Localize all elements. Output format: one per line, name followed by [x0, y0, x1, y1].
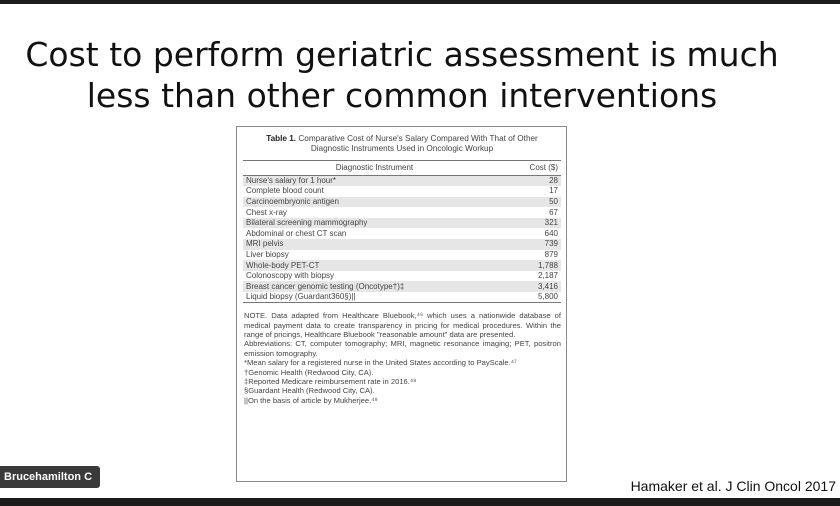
- table-row: [243, 186, 561, 197]
- cost-cell: 17: [549, 186, 558, 196]
- table-header-row: [243, 161, 561, 176]
- table-row: [243, 239, 561, 250]
- bottom-border: [0, 498, 840, 506]
- table-caption-label: Table 1.: [266, 134, 297, 143]
- instrument-cell: Chest x-ray: [246, 207, 287, 217]
- table-caption-text: Comparative Cost of Nurse's Salary Compared With That of Other Diagnostic Instruments Used in Oncologic Workup: [298, 134, 538, 153]
- slide-title: [0, 34, 804, 116]
- cost-cell: 67: [549, 207, 558, 217]
- cost-cell: 1,788: [506, 260, 561, 271]
- instrument-cell: Liver biopsy: [246, 249, 289, 259]
- table-row: [243, 271, 561, 282]
- top-border: [0, 0, 840, 4]
- instrument-cell: Carcinoembryonic antigen: [243, 197, 506, 208]
- instrument-cell: Complete blood count: [246, 186, 324, 196]
- cost-cell: 50: [506, 197, 561, 208]
- footnote-note: NOTE. Data adapted from Healthcare Bluebook,⁴⁶ which uses a nationwide database of medical payment data to create transparency in pricing for medical procedures. Within the range of pricings, Healthcare Bluebook "reasonable amount" data are presented.: [244, 311, 561, 339]
- instrument-cell: Colonoscopy with biopsy: [246, 271, 335, 281]
- instrument-cell: Abdominal or chest CT scan: [246, 228, 347, 238]
- cost-table-figure: [236, 126, 567, 482]
- cost-cell: 3,416: [506, 281, 561, 292]
- instrument-cell: Whole-body PET-CT: [243, 260, 506, 271]
- footnote-genomic-health: †Genomic Health (Redwood City, CA).: [244, 367, 374, 377]
- instrument-cell: Liquid biopsy (Guardant360§)||: [243, 292, 506, 303]
- table-row: [243, 176, 561, 187]
- cost-table: [243, 160, 561, 303]
- table-row: [243, 260, 561, 271]
- cost-cell: 2,187: [537, 271, 558, 281]
- cost-cell: 739: [506, 239, 561, 250]
- cost-cell: 28: [506, 176, 561, 187]
- footnote-salary: *Mean salary for a registered nurse in the United States according to PayScale.⁴⁷: [244, 358, 517, 368]
- table-row: [243, 207, 561, 218]
- footnote-guardant-health: §Guardant Health (Redwood City, CA).: [244, 386, 375, 396]
- table-row: [243, 218, 561, 229]
- table-row: [243, 250, 561, 261]
- footnote-abbreviations: Abbreviations: CT, computer tomography; MRI, magnetic resonance imaging; PET, positron emission tomography.: [244, 339, 561, 358]
- table-row: [243, 292, 561, 303]
- instrument-cell: Nurse's salary for 1 hour*: [243, 176, 506, 187]
- cost-cell: 5,800: [506, 292, 561, 303]
- header-cost: Cost ($): [506, 161, 561, 176]
- header-instrument: Diagnostic Instrument: [243, 161, 506, 176]
- cost-cell: 640: [544, 228, 558, 238]
- instrument-cell: Bilateral screening mammography: [243, 218, 506, 229]
- table-row: [243, 281, 561, 292]
- table-row: [243, 228, 561, 239]
- slide-title-line-2: less than other common interventions: [86, 76, 718, 115]
- footnote-mukherjee: ||On the basis of article by Mukherjee.⁴⁹: [244, 395, 378, 405]
- participant-name-tag: Brucehamilton C: [0, 466, 100, 488]
- instrument-cell: MRI pelvis: [243, 239, 506, 250]
- table-footnotes: [243, 311, 561, 405]
- footnote-medicare: ‡Reported Medicare reimbursement rate in 2016.⁴⁸: [244, 376, 417, 386]
- cost-cell: 321: [506, 218, 561, 229]
- table-row: [243, 197, 561, 208]
- table-caption: [243, 134, 561, 154]
- instrument-cell: Breast cancer genomic testing (Oncotype†)‡: [243, 281, 506, 292]
- cost-cell: 879: [544, 249, 558, 259]
- slide-title-line-1: Cost to perform geriatric assessment is much: [25, 35, 779, 74]
- citation: Hamaker et al. J Clin Oncol 2017: [630, 478, 836, 494]
